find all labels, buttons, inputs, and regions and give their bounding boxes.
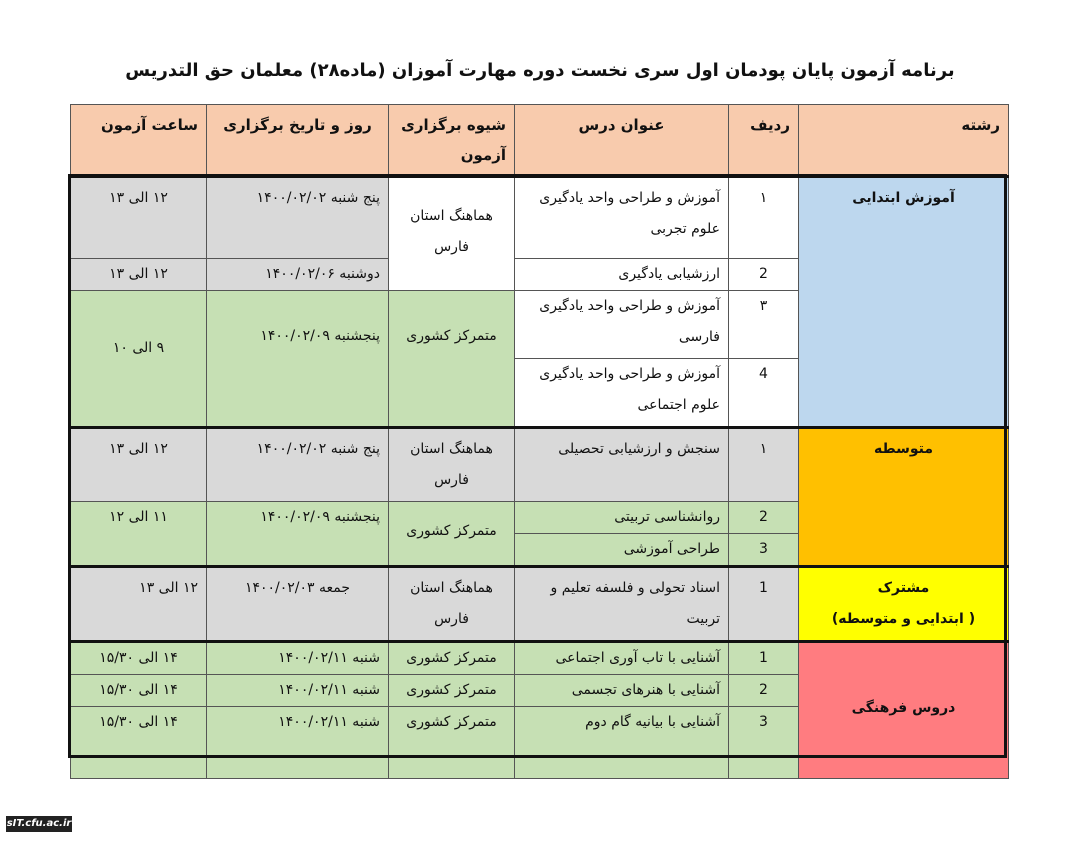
exam-date: پنجشنبه ۱۴۰۰/۰۲/۰۹ <box>207 291 389 428</box>
header-row <box>71 105 1009 177</box>
exam-date: شنبه ۱۴۰۰/۰۲/۱۱ <box>207 642 389 675</box>
row-number: ۳ <box>729 291 799 359</box>
exam-date: پنجشنبه ۱۴۰۰/۰۲/۰۹ <box>207 502 389 567</box>
header-method: شیوه برگزاری آزمون <box>389 105 515 177</box>
exam-date: شنبه ۱۴۰۰/۰۲/۱۱ <box>207 675 389 707</box>
course-title: سنجش و ارزشیابی تحصیلی <box>515 428 729 502</box>
row-number: 3 <box>729 534 799 567</box>
exam-time: ۱۲ الی ۱۳ <box>71 567 207 642</box>
exam-method: هماهنگ استان فارس <box>389 428 515 502</box>
exam-method: متمرکز کشوری <box>389 291 515 428</box>
exam-method: متمرکز کشوری <box>389 642 515 675</box>
exam-time: ۱۲ الی ۱۳ <box>71 259 207 291</box>
field-cell: دروس فرهنگی <box>799 642 1009 779</box>
exam-time: ۱۴ الی ۱۵/۳۰ <box>71 707 207 779</box>
course-title: اسناد تحولی و فلسفه تعلیم و تربیت <box>515 567 729 642</box>
row-number: 1 <box>729 642 799 675</box>
course-title: آشنایی با تاب آوری اجتماعی <box>515 642 729 675</box>
page-title: برنامه آزمون پایان پودمان اول سری نخست دوره مهارت آموزان (ماده۲۸) معلمان حق التدریس <box>125 60 955 81</box>
field-cell: متوسطه <box>799 428 1009 567</box>
exam-schedule-table <box>70 104 1009 779</box>
course-title: آشنایی با هنرهای تجسمی <box>515 675 729 707</box>
field-cell <box>799 567 1009 642</box>
table-row <box>71 177 1009 259</box>
header-field: رشته <box>799 105 1009 177</box>
row-number: ۱ <box>729 428 799 502</box>
row-number: 4 <box>729 359 799 428</box>
header-row-number: ردیف <box>729 105 799 177</box>
exam-method: هماهنگ استان فارس <box>389 177 515 291</box>
exam-time: ۱۲ الی ۱۳ <box>71 177 207 259</box>
course-title: روانشناسی تربیتی <box>515 502 729 534</box>
table-row <box>71 642 1009 675</box>
row-number: 2 <box>729 259 799 291</box>
exam-method: هماهنگ استان فارس <box>389 567 515 642</box>
exam-date: دوشنبه ۱۴۰۰/۰۲/۰۶ <box>207 259 389 291</box>
row-number: 1 <box>729 567 799 642</box>
field-name: مشترک <box>877 580 930 596</box>
exam-time: ۱۴ الی ۱۵/۳۰ <box>71 675 207 707</box>
course-title: آموزش و طراحی واحد یادگیری علوم تجربی <box>515 177 729 259</box>
field-subtitle: ( ابتدایی و متوسطه) <box>831 611 976 627</box>
header-time: ساعت آزمون <box>71 105 207 177</box>
course-title: آشنایی با بیانیه گام دوم <box>515 707 729 779</box>
row-number: 2 <box>729 502 799 534</box>
table-row <box>71 567 1009 642</box>
exam-time: ۹ الی ۱۰ <box>71 291 207 428</box>
course-title: آموزش و طراحی واحد یادگیری فارسی <box>515 291 729 359</box>
exam-method: متمرکز کشوری <box>389 502 515 567</box>
field-cell: آموزش ابتدایی <box>799 177 1009 428</box>
exam-method: متمرکز کشوری <box>389 675 515 707</box>
header-course: عنوان درس <box>515 105 729 177</box>
watermark-logo: sIT.cfu.ac.ir <box>6 816 72 832</box>
row-number: 3 <box>729 707 799 779</box>
table-row <box>71 428 1009 502</box>
exam-time: ۱۲ الی ۱۳ <box>71 428 207 502</box>
course-title: آموزش و طراحی واحد یادگیری علوم اجتماعی <box>515 359 729 428</box>
exam-date: جمعه ۱۴۰۰/۰۲/۰۳ <box>207 567 389 642</box>
exam-time: ۱۴ الی ۱۵/۳۰ <box>71 642 207 675</box>
row-number: ۱ <box>729 177 799 259</box>
row-number: 2 <box>729 675 799 707</box>
exam-date: پنج شنبه ۱۴۰۰/۰۲/۰۲ <box>207 177 389 259</box>
exam-method: متمرکز کشوری <box>389 707 515 779</box>
exam-date: شنبه ۱۴۰۰/۰۲/۱۱ <box>207 707 389 779</box>
exam-time: ۱۱ الی ۱۲ <box>71 502 207 567</box>
exam-date: پنج شنبه ۱۴۰۰/۰۲/۰۲ <box>207 428 389 502</box>
course-title: ارزشیابی یادگیری <box>515 259 729 291</box>
header-date: روز و تاریخ برگزاری <box>207 105 389 177</box>
course-title: طراحی آموزشی <box>515 534 729 567</box>
